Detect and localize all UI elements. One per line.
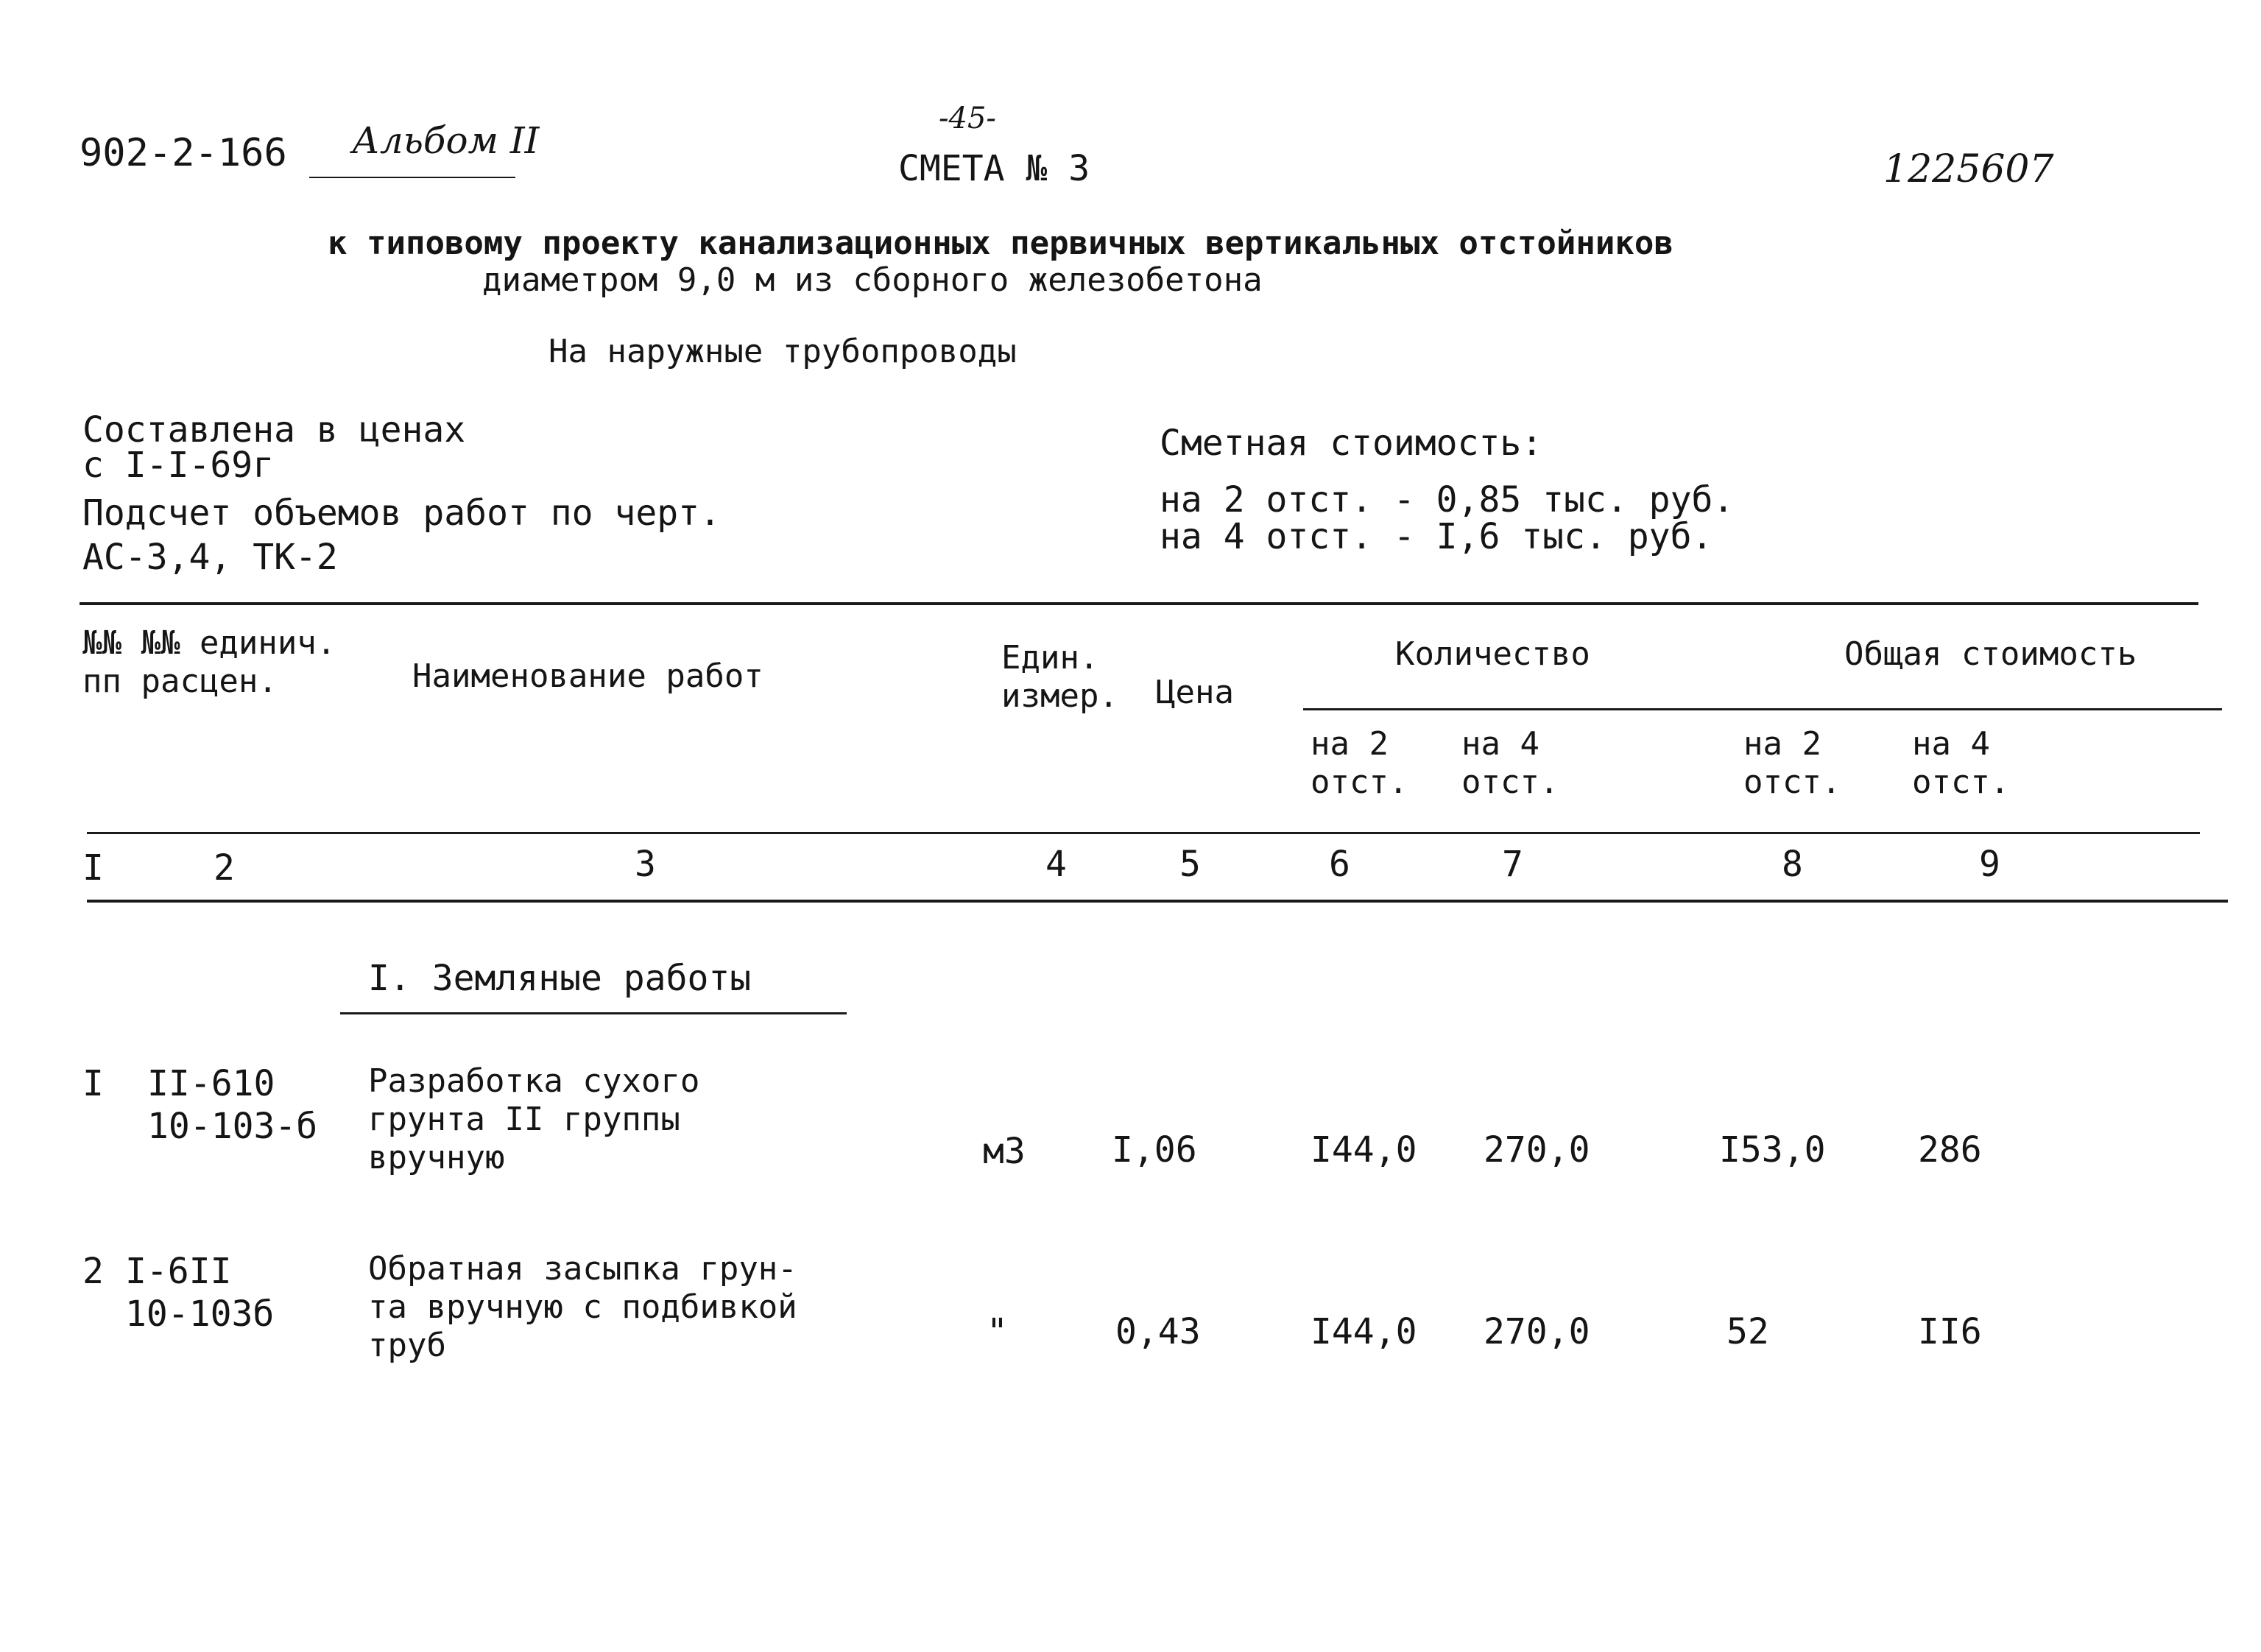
row-qty-4: 270,0	[1484, 1129, 1590, 1171]
cost-title: Сметная стоимость:	[1160, 423, 1543, 464]
section-underline	[340, 1012, 847, 1014]
volumes-line-1: Подсчет объемов работ по черт.	[82, 493, 721, 534]
subtitle-line-2: диаметром 9,0 м из сборного железобетона	[482, 261, 1263, 299]
column-number-3: 3	[635, 844, 656, 885]
column-number-5: 5	[1179, 844, 1201, 885]
column-number-1: I	[82, 847, 104, 889]
header-price: Цена	[1156, 674, 1234, 711]
row-work-name: Разработка сухого грунта II группы вручную	[368, 1062, 700, 1176]
row-price: 0,43	[1115, 1311, 1201, 1352]
header-total-cost: Общая стоимость	[1844, 635, 2137, 673]
section-earthworks: I. Земляные работы	[368, 958, 752, 999]
prices-line-1: Составлена в ценах	[82, 409, 466, 451]
header-quantity: Количество	[1395, 635, 1590, 673]
table-top-rule	[80, 602, 2198, 605]
column-numbers-top-rule	[87, 832, 2200, 834]
header-num-rate: №№ №№ единич. пп расцен.	[82, 624, 336, 700]
row-number: I	[82, 1063, 104, 1104]
row-rate-code: I-6II 10-103б	[125, 1251, 275, 1335]
header-cost-2: на 2 отст.	[1743, 725, 1841, 801]
row-number: 2	[82, 1251, 104, 1292]
column-number-8: 8	[1782, 844, 1803, 885]
row-cost-4: 286	[1918, 1129, 1982, 1171]
header-qty-2: на 2 отст.	[1311, 725, 1408, 801]
row-cost-2: 52	[1726, 1311, 1769, 1352]
archive-number: 1225607	[1883, 147, 2054, 191]
page-number: -45-	[939, 102, 996, 135]
column-number-9: 9	[1979, 844, 2000, 885]
header-qty-4: на 4 отст.	[1461, 725, 1559, 801]
header-unit: Един. измер.	[1001, 639, 1118, 715]
document-title: СМЕТА № 3	[898, 148, 1090, 189]
album-underline	[309, 177, 515, 178]
row-qty-2: I44,0	[1311, 1129, 1417, 1171]
cost-line-2: на 4 отст. - I,6 тыс. руб.	[1160, 516, 1713, 557]
header-sub-rule	[1303, 708, 2222, 710]
column-number-2: 2	[214, 847, 235, 889]
column-number-7: 7	[1502, 844, 1523, 885]
prices-line-2: с I-I-69г	[82, 445, 275, 486]
subtitle-line-1: к типовому проекту канализационных первичных вертикальных отстойников	[328, 225, 1673, 262]
row-qty-4: 270,0	[1484, 1311, 1590, 1352]
header-name: Наименование работ	[412, 657, 763, 695]
row-unit: "	[987, 1311, 1008, 1352]
column-number-6: 6	[1329, 844, 1350, 885]
row-unit: м3	[983, 1131, 1026, 1172]
section-heading: На наружные трубопроводы	[549, 333, 1017, 370]
album-label: Альбом II	[352, 119, 540, 162]
row-price: I,06	[1112, 1129, 1197, 1171]
document-code: 902-2-166	[80, 131, 287, 175]
table-header-bottom-rule	[87, 900, 2228, 903]
row-work-name: Обратная засыпка грун- та вручную с подбивкой труб	[368, 1250, 797, 1364]
volumes-line-2: АС-3,4, ТК-2	[82, 537, 338, 578]
header-cost-4: на 4 отст.	[1912, 725, 2010, 801]
column-number-4: 4	[1045, 844, 1067, 885]
cost-line-1: на 2 отст. - 0,85 тыс. руб.	[1160, 479, 1735, 520]
row-rate-code: II-610 10-103-б	[147, 1063, 318, 1147]
row-cost-2: I53,0	[1719, 1129, 1826, 1171]
row-cost-4: II6	[1918, 1311, 1982, 1352]
row-qty-2: I44,0	[1311, 1311, 1417, 1352]
